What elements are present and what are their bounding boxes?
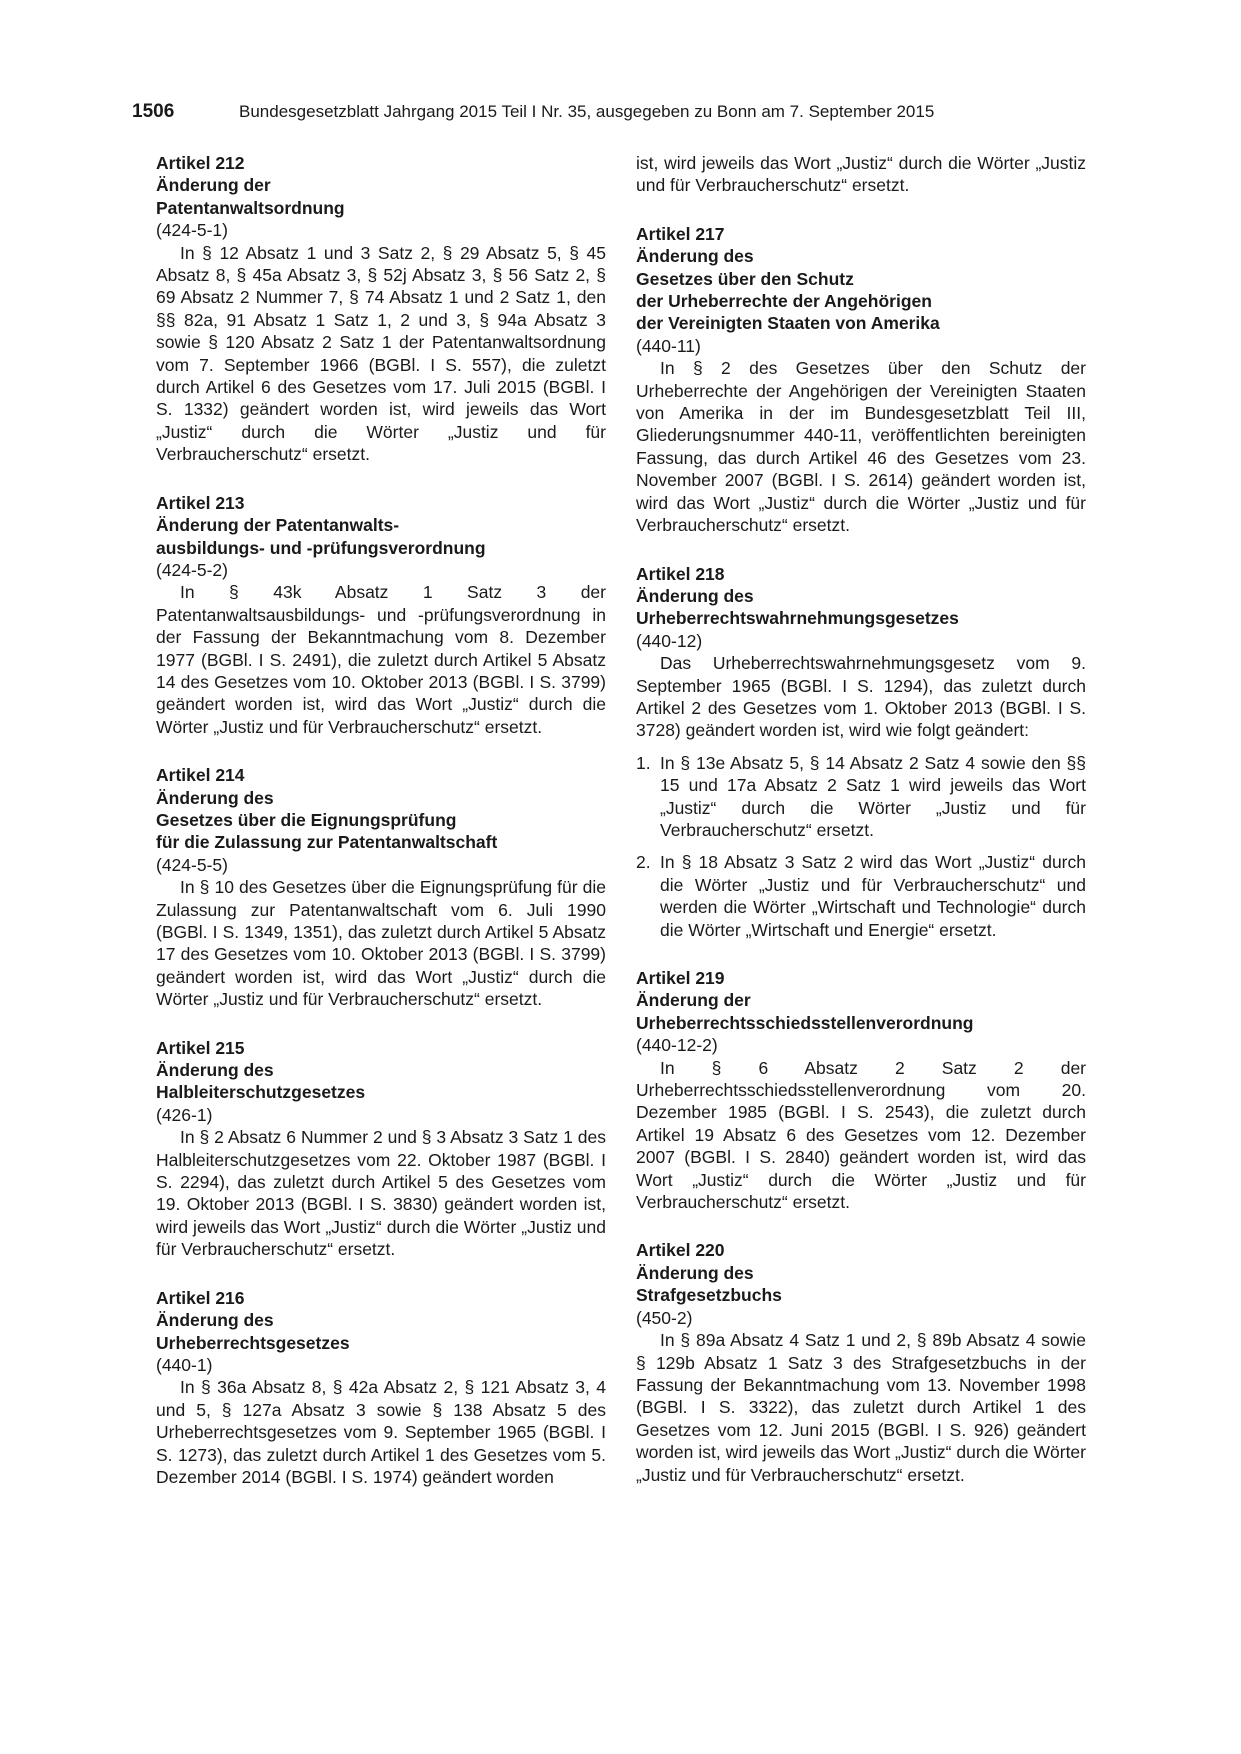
- list-item: [636, 851, 1086, 941]
- article-title: [636, 1262, 1086, 1307]
- page-header: [132, 100, 1112, 128]
- list-item-text: In § 13e Absatz 5, § 14 Absatz 2 Satz 4 sowie den §§ 15 und 17a Absatz 2 Satz 1 wird jeweils das Wort „Justiz“ durch die Wörter „Justiz und für Verbraucherschutz“ ersetzt.: [660, 752, 1086, 840]
- article-body: In § 12 Absatz 1 und 3 Satz 2, § 29 Absatz 5, § 45 Absatz 8, § 45a Absatz 3, § 52j Absatz 3, § 56 Satz 2, § 69 Absatz 2 Nummer 7, § 74 Absatz 1 und 2 Satz 1, den §§ 82a, 91 Absatz 1 Satz 1, 2 und 3, § 94a Absatz 3 sowie § 120 Absatz 2 Satz 1 der Patentanwaltsordnung vom 7. September 1966 (BGBl. I S. 557), die zuletzt durch Artikel 6 des Gesetzes vom 17. Juli 2015 (BGBl. I S. 1332) geändert worden ist, wird jeweils das Wort „Justiz“ durch die Wörter „Justiz und für Verbraucherschutz“ ersetzt.: [156, 242, 606, 465]
- article-body: In § 6 Absatz 2 Satz 2 der Urheberrechtsschiedsstellenverordnung vom 20. Dezember 1985 (BGBl. I S. 2543), die zuletzt durch Artikel 19 Absatz 6 des Gesetzes vom 12. Dezember 2007 (BGBl. I S. 2840) geändert worden ist, wird das Wort „Justiz“ durch die Wörter „Justiz und für Verbraucherschutz“ ersetzt.: [636, 1057, 1086, 1213]
- article-218: [636, 563, 1086, 942]
- article-body: Das Urheberrechtswahrnehmungsgesetz vom 9. September 1965 (BGBl. I S. 1294), das zuletzt durch Artikel 2 des Gesetzes vom 1. Oktober 2013 (BGBl. I S. 3728) geändert worden ist, wird wie folgt geändert:: [636, 653, 1086, 741]
- article-heading: Artikel 216: [156, 1287, 245, 1308]
- page-number: 1506: [132, 101, 175, 122]
- article-title-line: Änderung des: [636, 1262, 754, 1283]
- article-title-line: Änderung des: [636, 585, 754, 606]
- article-heading: Artikel 217: [636, 223, 725, 244]
- article-title: [636, 989, 1086, 1034]
- list-item-text: In § 18 Absatz 3 Satz 2 wird das Wort „Justiz“ durch die Wörter „Justiz und für Verbraucherschutz“ und werden die Wörter „Wirtschaft und Technologie“ durch die Wörter „Wirtschaft und Energie“ ersetzt.: [660, 852, 1086, 940]
- article-220: [636, 1239, 1086, 1485]
- article-title-line: Änderung des: [156, 787, 274, 808]
- article-body: In § 36a Absatz 8, § 42a Absatz 2, § 121 Absatz 3, 4 und 5, § 127a Absatz 3 sowie § 138 Absatz 5 des Urheberrechtsgesetzes vom 9. September 1965 (BGBl. I S. 1273), das zuletzt durch Artikel 1 des Gesetzes vom 5. Dezember 2014 (BGBl. I S. 1974) geändert worden: [156, 1377, 606, 1487]
- list-item: [636, 752, 1086, 842]
- fna-number: (440-12-2): [636, 1035, 718, 1056]
- article-219: [636, 967, 1086, 1213]
- article-213: [156, 492, 606, 738]
- article-title-line: ausbildungs- und -prüfungsverordnung: [156, 537, 486, 558]
- fna-number: (440-12): [636, 630, 703, 651]
- article-215: [156, 1037, 606, 1261]
- article-heading: Artikel 213: [156, 492, 245, 513]
- list-item-number: 1.: [636, 752, 651, 773]
- article-title-line: Änderung des: [156, 1060, 274, 1081]
- article-heading: Artikel 215: [156, 1037, 245, 1058]
- article-title-line: Strafgesetzbuchs: [636, 1285, 782, 1306]
- article-heading: Artikel 214: [156, 765, 245, 786]
- article-title: [156, 1059, 606, 1104]
- article-title-line: der Urheberrechte der Angehörigen: [636, 291, 932, 312]
- article-body: In § 2 Absatz 6 Nummer 2 und § 3 Absatz 3 Satz 1 des Halbleiterschutzgesetzes vom 22. Oktober 1987 (BGBl. I S. 2294), das zuletzt durch Artikel 5 des Gesetzes vom 19. Oktober 2013 (BGBl. I S. 3830) geändert worden ist, wird jeweils das Wort „Justiz“ durch die Wörter „Justiz und für Verbraucherschutz“ ersetzt.: [156, 1127, 606, 1260]
- article-214: [156, 764, 606, 1010]
- fna-number: (440-11): [636, 335, 701, 356]
- article-title-line: Gesetzes über die Eignungsprüfung: [156, 809, 457, 830]
- fna-number: (424-5-2): [156, 559, 228, 580]
- right-column: [636, 152, 1086, 1512]
- article-heading: Artikel 212: [156, 153, 245, 173]
- article-title-line: Urheberrechtsschiedsstellenverordnung: [636, 1012, 974, 1033]
- article-title-line: Änderung der: [156, 175, 271, 196]
- article-title-line: Änderung der Patentanwalts-: [156, 515, 400, 536]
- article-title-line: für die Zulassung zur Patentanwaltschaft: [156, 832, 498, 853]
- fna-number: (424-5-1): [156, 220, 228, 241]
- fna-number: (440-1): [156, 1354, 213, 1375]
- fna-number: (424-5-5): [156, 854, 228, 875]
- article-body: In § 2 des Gesetzes über den Schutz der Urheberrechte der Angehörigen der Vereinigten Staaten von Amerika in der im Bundesgesetzblatt Teil III, Gliederungsnummer 440-11, veröffentlichten bereinigten Fassung, das durch Artikel 46 des Gesetzes vom 23. November 2007 (BGBl. I S. 2614) geändert worden ist, wird das Wort „Justiz“ durch die Wörter „Justiz und für Verbraucherschutz“ ersetzt.: [636, 358, 1086, 536]
- article-title: [636, 245, 1086, 335]
- article-title-line: Änderung der: [636, 990, 751, 1011]
- article-216: [156, 1287, 606, 1489]
- article-212: [156, 152, 606, 466]
- article-body: In § 43k Absatz 1 Satz 3 der Patentanwaltsausbildungs- und -prüfungsverordnung in der Fassung der Bekanntmachung vom 8. Dezember 1977 (BGBl. I S. 2491), die zuletzt durch Artikel 5 Absatz 14 des Gesetzes vom 10. Oktober 2013 (BGBl. I S. 3799) geändert worden ist, wird das Wort „Justiz“ durch die Wörter „Justiz und für Verbraucherschutz“ ersetzt.: [156, 582, 606, 737]
- article-heading: Artikel 218: [636, 563, 725, 584]
- article-title-line: Patentanwaltsordnung: [156, 197, 345, 218]
- fna-number: (426-1): [156, 1104, 213, 1125]
- article-title: [636, 585, 1086, 630]
- article-217: [636, 223, 1086, 537]
- article-title: [156, 174, 606, 219]
- article-body-continuation: ist, wird jeweils das Wort „Justiz“ durch die Wörter „Justiz und für Verbraucherschutz“ ersetzt.: [636, 153, 1086, 196]
- article-heading: Artikel 219: [636, 968, 725, 988]
- article-title-line: der Vereinigten Staaten von Amerika: [636, 313, 940, 334]
- article-title-line: Urheberrechtsgesetzes: [156, 1332, 350, 1353]
- article-title-line: Änderung des: [156, 1310, 274, 1331]
- article-body: In § 10 des Gesetzes über die Eignungsprüfung für die Zulassung zur Patentanwaltschaft vom 6. Juli 1990 (BGBl. I S. 1349, 1351), das zuletzt durch Artikel 5 Absatz 17 des Gesetzes vom 10. Oktober 2013 (BGBl. I S. 3799) geändert worden ist, wird das Wort „Justiz“ durch die Wörter „Justiz und für Verbraucherschutz“ ersetzt.: [156, 877, 606, 1010]
- article-title: [156, 787, 606, 854]
- article-title-line: Urheberrechtswahrnehmungsgesetzes: [636, 608, 959, 629]
- amendment-list: [636, 752, 1086, 941]
- article-heading: Artikel 220: [636, 1240, 725, 1261]
- article-title: [156, 1309, 606, 1354]
- article-title-line: Halbleiterschutzgesetzes: [156, 1082, 366, 1103]
- list-item-number: 2.: [636, 852, 651, 873]
- article-title-line: Gesetzes über den Schutz: [636, 268, 854, 289]
- article-216-continuation: [636, 152, 1086, 197]
- article-body: In § 89a Absatz 4 Satz 1 und 2, § 89b Absatz 4 sowie § 129b Absatz 1 Satz 3 des Strafgesetzbuchs in der Fassung der Bekanntmachung vom 13. November 1998 (BGBl. I S. 3322), das zuletzt durch Artikel 1 des Gesetzes vom 12. Juni 2015 (BGBl. I S. 926) geändert worden ist, wird jeweils das Wort „Justiz“ durch die Wörter „Justiz und für Verbraucherschutz“ ersetzt.: [636, 1330, 1086, 1485]
- left-column: [156, 152, 606, 1514]
- article-title-line: Änderung des: [636, 246, 754, 267]
- header-text: Bundesgesetzblatt Jahrgang 2015 Teil I Nr. 35, ausgegeben zu Bonn am 7. September 2015: [239, 102, 935, 121]
- article-title: [156, 514, 606, 559]
- fna-number: (450-2): [636, 1307, 693, 1328]
